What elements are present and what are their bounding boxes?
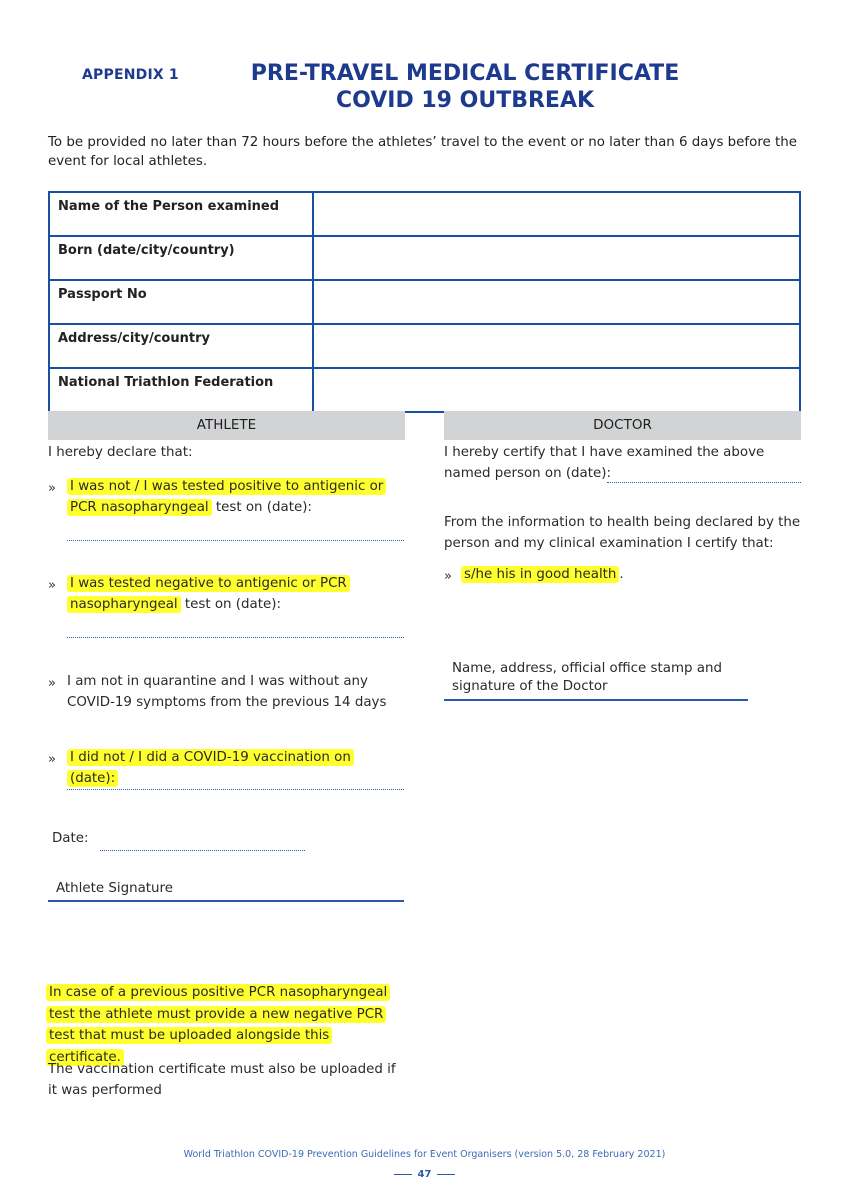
athlete-item-1-highlight: I was not / I was tested positive to antigenic or PCR nasopharyngeal xyxy=(67,478,386,516)
doctor-signature-label: Name, address, official office stamp and signature of the Doctor xyxy=(452,661,722,694)
footer-text: World Triathlon COVID-19 Prevention Guidelines for Event Organisers (version 5.0, 28 February 2021) xyxy=(183,1149,666,1160)
athlete-signature-line[interactable] xyxy=(48,900,404,902)
athlete-date-line-1[interactable] xyxy=(67,540,404,541)
doctor-item-1 xyxy=(461,564,624,585)
athlete-item-2-rest: test on (date): xyxy=(180,597,281,612)
title-line-2: COVID 19 OUTBREAK xyxy=(335,88,595,113)
doctor-info-text: From the information to health being declared by the person and my clinical examination I certify that: xyxy=(444,515,801,551)
page-number: 47 xyxy=(417,1169,432,1180)
row-label-born: Born (date/city/country) xyxy=(49,236,313,280)
positive-test-note-highlight: In case of a previous positive PCR nasopharyngeal test the athlete must provide a new negative PCR test that must be uploaded alongside this certificate. xyxy=(46,984,390,1066)
bullet-icon: » xyxy=(48,752,56,767)
doctor-item-1-highlight: s/he his in good health xyxy=(461,566,619,583)
date-input-line[interactable] xyxy=(100,850,305,851)
title-line-1: PRE-TRAVEL MEDICAL CERTIFICATE xyxy=(250,61,680,86)
vaccination-note: The vaccination certificate must also be uploaded if it was performed xyxy=(48,1062,396,1098)
divider xyxy=(394,1174,412,1175)
athlete-signature-label: Athlete Signature xyxy=(56,881,173,896)
athlete-item-1-rest: test on (date): xyxy=(211,500,312,515)
divider xyxy=(437,1174,455,1175)
personal-info-table xyxy=(48,191,801,413)
row-label-passport: Passport No xyxy=(49,280,313,324)
athlete-item-2 xyxy=(67,573,367,615)
table-row xyxy=(49,280,800,324)
row-value-passport[interactable] xyxy=(313,280,800,324)
page-number-block xyxy=(0,1169,849,1180)
bullet-icon: » xyxy=(48,481,56,496)
bullet-icon: » xyxy=(48,578,56,593)
athlete-item-3: I am not in quarantine and I was without any COVID-19 symptoms from the previous 14 days xyxy=(67,674,387,710)
date-label: Date: xyxy=(52,831,89,846)
doctor-signature-line[interactable] xyxy=(444,699,748,701)
athlete-date-line-3[interactable] xyxy=(67,789,404,790)
doctor-heading: DOCTOR xyxy=(444,411,801,440)
table-row xyxy=(49,236,800,280)
table-row xyxy=(49,192,800,236)
intro-text: To be provided no later than 72 hours before the athletes’ travel to the event or no later than 6 days before the event for local athletes. xyxy=(48,135,797,169)
table-row xyxy=(49,324,800,368)
doctor-date-line[interactable] xyxy=(607,482,801,483)
row-value-address[interactable] xyxy=(313,324,800,368)
row-value-born[interactable] xyxy=(313,236,800,280)
row-label-federation: National Triathlon Federation xyxy=(49,368,313,412)
page-title xyxy=(200,60,730,114)
doctor-item-1-rest: . xyxy=(619,567,624,582)
athlete-item-4-highlight: I did not / I did a COVID-19 vaccination on (date): xyxy=(67,749,354,787)
athlete-heading: ATHLETE xyxy=(48,411,405,440)
bullet-icon: » xyxy=(444,569,452,584)
positive-test-note xyxy=(46,982,408,1068)
table-row xyxy=(49,368,800,412)
appendix-label: APPENDIX 1 xyxy=(82,67,179,83)
row-label-address: Address/city/country xyxy=(49,324,313,368)
athlete-declare-text: I hereby declare that: xyxy=(48,445,193,460)
doctor-certify-text: I hereby certify that I have examined the above named person on (date): xyxy=(444,445,765,481)
row-value-name[interactable] xyxy=(313,192,800,236)
athlete-item-2-highlight: I was tested negative to antigenic or PCR nasopharyngeal xyxy=(67,575,350,613)
athlete-date-line-2[interactable] xyxy=(67,637,404,638)
bullet-icon: » xyxy=(48,676,56,691)
row-value-federation[interactable] xyxy=(313,368,800,412)
athlete-item-1 xyxy=(67,476,402,518)
athlete-item-4 xyxy=(67,747,402,789)
row-label-name: Name of the Person examined xyxy=(49,192,313,236)
